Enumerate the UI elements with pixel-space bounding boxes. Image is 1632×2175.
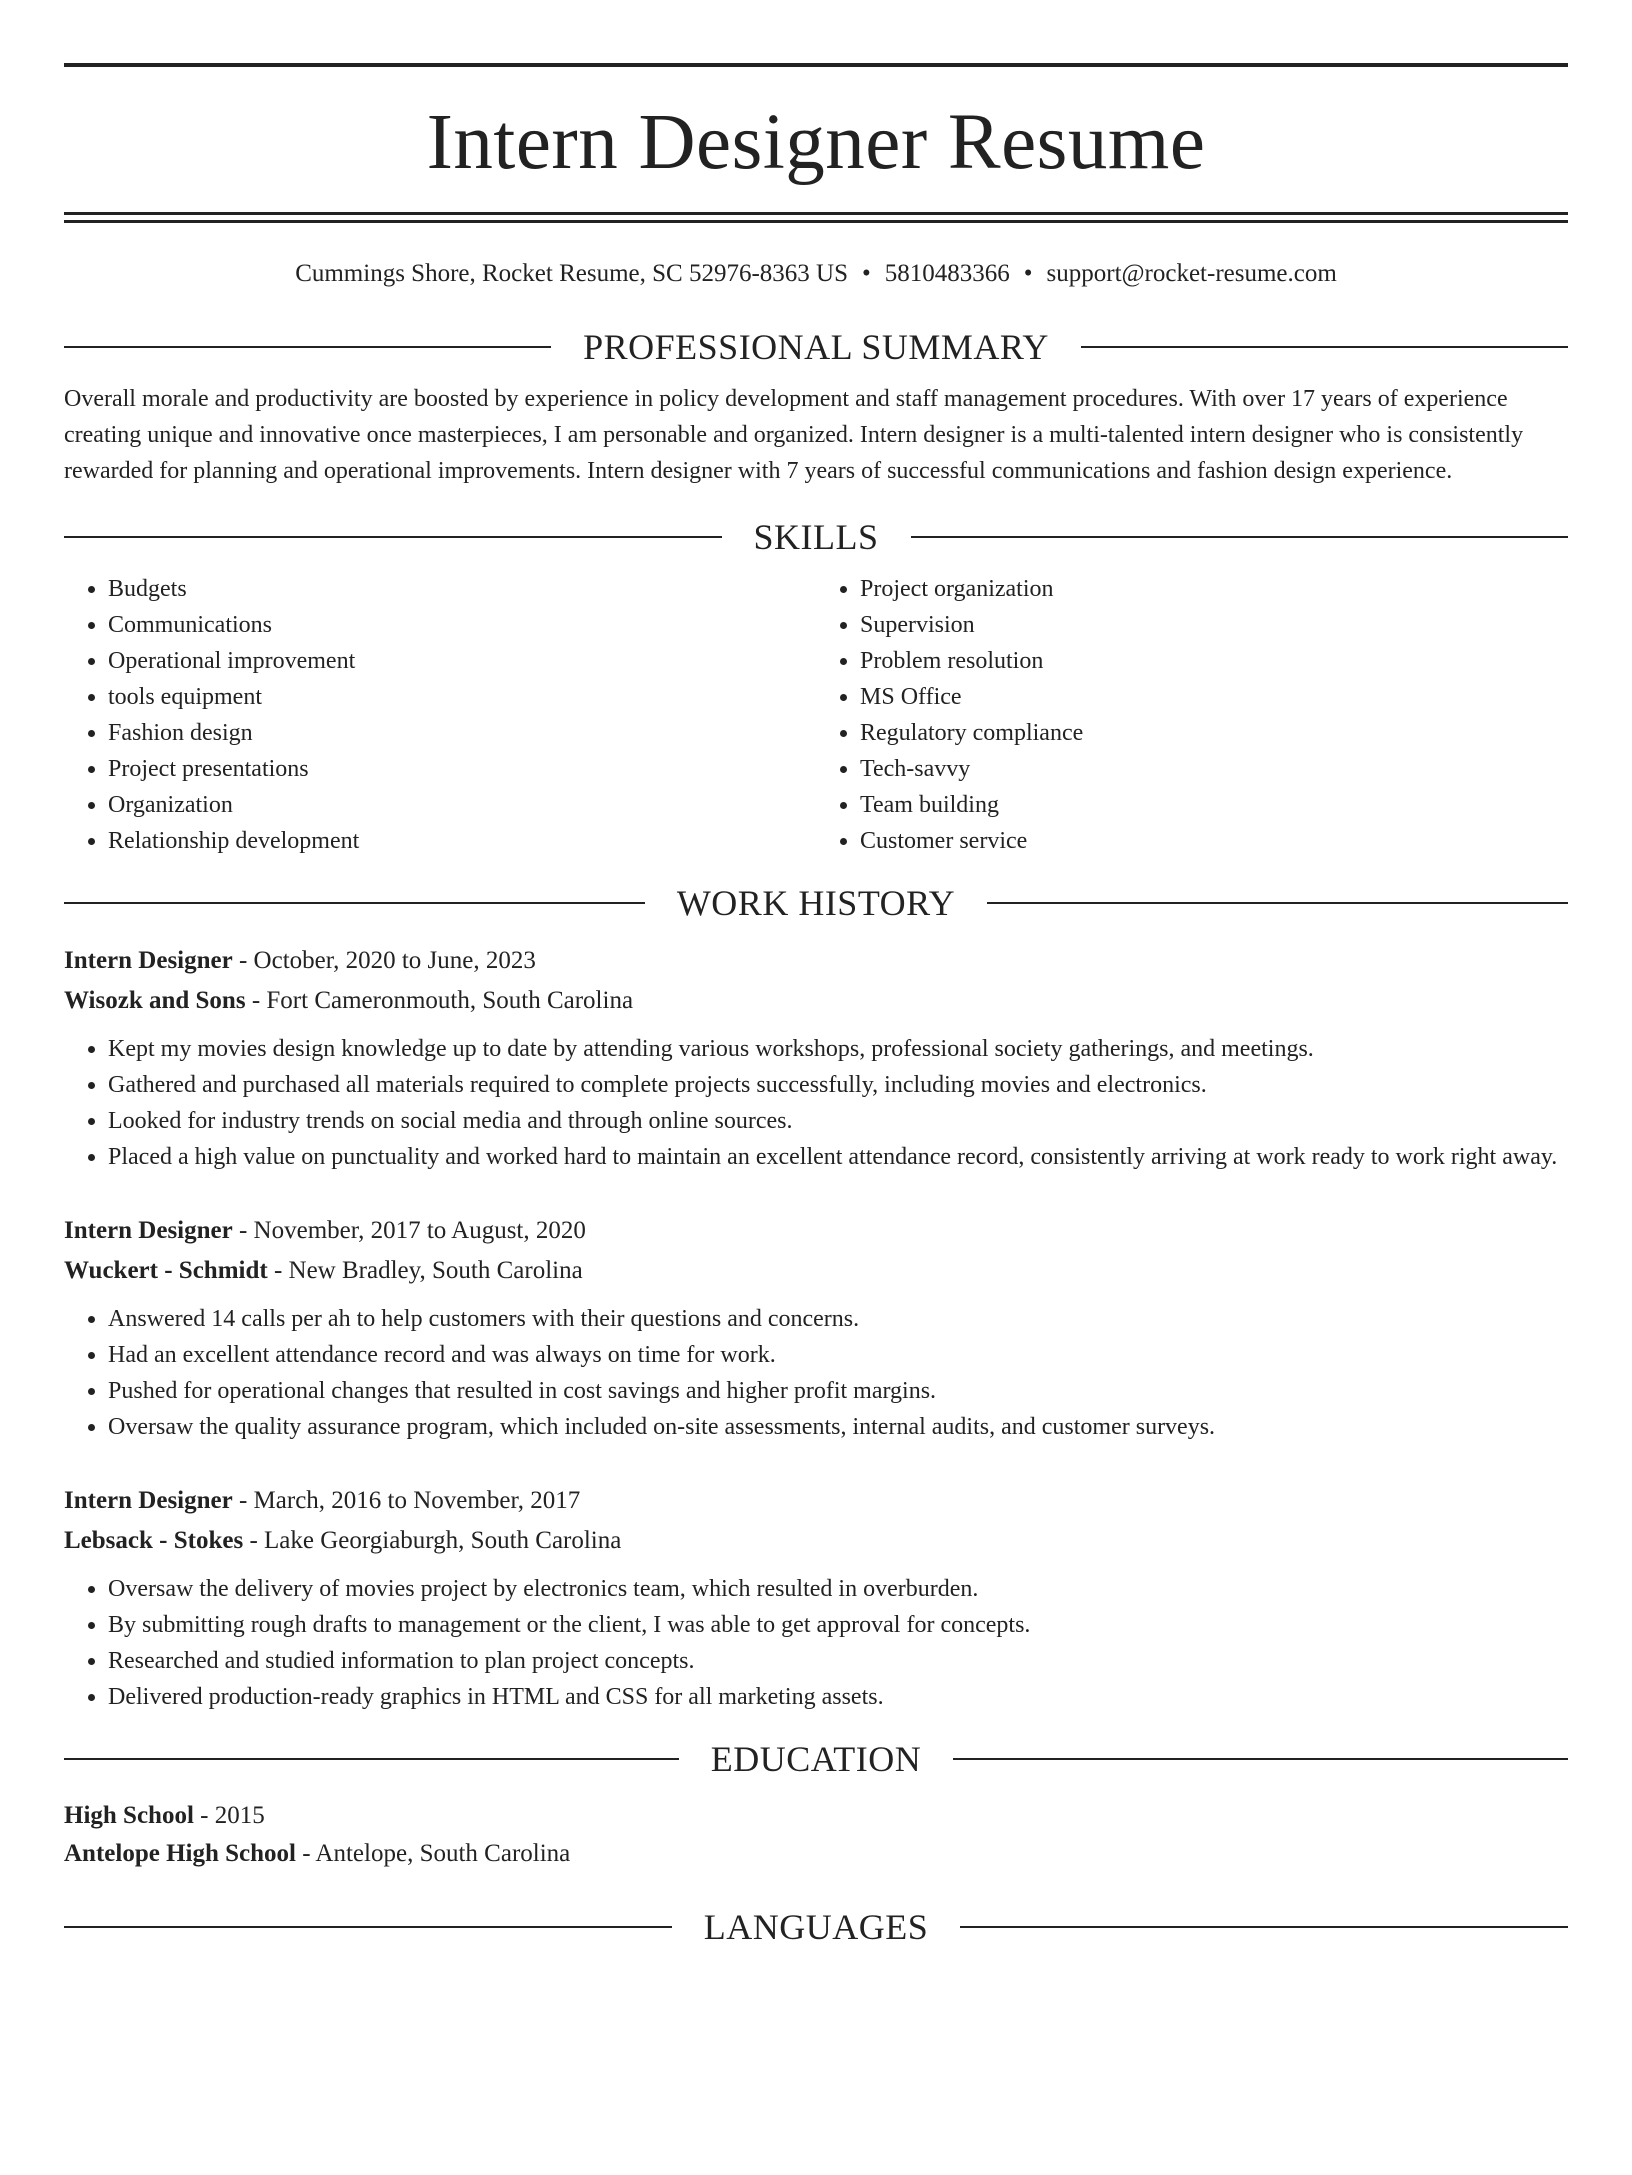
education-school: Antelope High School: [64, 1840, 296, 1867]
heading-rule: [64, 1758, 679, 1760]
job-bullet: • By submitting rough drafts to management or the client, I was able to get approval for concepts.: [108, 1607, 1568, 1643]
section-title: EDUCATION: [710, 1739, 922, 1779]
job-bullet: • Delivered production-ready graphics in HTML and CSS for all marketing assets.: [108, 1679, 1568, 1715]
education-location: - Antelope, South Carolina: [295, 1840, 571, 1867]
job-bullet: • Oversaw the quality assurance program, which included on-site assessments, internal audits, and customer surveys.: [108, 1409, 1568, 1445]
section-heading-summary: [64, 325, 1568, 369]
skill-item: • Tech-savvy: [860, 751, 1568, 787]
section-heading-skills: [64, 515, 1568, 559]
education-year: - 2015: [193, 1802, 265, 1829]
section-heading-work: [64, 881, 1568, 925]
skills-column-right: [816, 571, 1568, 859]
heading-rule: [960, 1926, 1568, 1928]
contact-separator: •: [1023, 260, 1033, 287]
job-company-row: [64, 981, 1568, 1021]
job-title-row: [64, 941, 1568, 981]
contact-line: [64, 259, 1568, 289]
skills-column-left: [64, 571, 816, 859]
job-bullet: • Kept my movies design knowledge up to date by attending various workshops, professional society gatherings, and meetings.: [108, 1031, 1568, 1067]
section-title: PROFESSIONAL SUMMARY: [583, 327, 1049, 367]
skill-item: • Project presentations: [108, 751, 816, 787]
contact-separator: •: [861, 260, 871, 287]
job-bullet: • Gathered and purchased all materials required to complete projects successfully, including movies and electronics.: [108, 1067, 1568, 1103]
skills-list: [64, 571, 1568, 859]
education-degree: High School: [64, 1802, 194, 1829]
job-title-row: [64, 1211, 1568, 1251]
heading-rule: [64, 902, 645, 904]
top-rule: [64, 63, 1568, 67]
job-company: Wisozk and Sons: [64, 987, 246, 1014]
job-title: Intern Designer: [64, 1487, 233, 1514]
contact-phone: 5810483366: [884, 260, 1010, 287]
job-dates: - October, 2020 to June, 2023: [232, 947, 536, 974]
heading-rule: [953, 1758, 1568, 1760]
job-location: - New Bradley, South Carolina: [267, 1257, 583, 1284]
job-bullet: • Pushed for operational changes that resulted in cost savings and higher profit margins.: [108, 1373, 1568, 1409]
skill-item: • Communications: [108, 607, 816, 643]
skill-item: • Budgets: [108, 571, 816, 607]
contact-address: Cummings Shore, Rocket Resume, SC 52976-8363 US: [295, 260, 848, 287]
heading-rule: [987, 902, 1568, 904]
job-company-row: [64, 1521, 1568, 1561]
education-entry: [64, 1797, 1568, 1873]
job-bullets: [64, 1301, 1568, 1445]
heading-rule: [64, 346, 551, 348]
skill-item: • Customer service: [860, 823, 1568, 859]
skill-item: • Fashion design: [108, 715, 816, 751]
heading-rule: [1081, 346, 1568, 348]
skill-item: • Project organization: [860, 571, 1568, 607]
skill-item: • Problem resolution: [860, 643, 1568, 679]
education-school-row: [64, 1835, 1568, 1873]
contact-email: support@rocket-resume.com: [1046, 260, 1337, 287]
skill-item: • Supervision: [860, 607, 1568, 643]
resume-page: [0, 63, 1632, 2175]
title-double-rule: [64, 212, 1568, 223]
job-entry: [64, 941, 1568, 1175]
skill-item: • Organization: [108, 787, 816, 823]
section-heading-education: [64, 1737, 1568, 1781]
job-bullet: • Placed a high value on punctuality and worked hard to maintain an excellent attendance record, consistently arriving at work ready to work right away.: [108, 1139, 1568, 1175]
section-heading-languages: [64, 1905, 1568, 1949]
heading-rule: [64, 1926, 672, 1928]
heading-rule: [911, 536, 1569, 538]
summary-text: Overall morale and productivity are boosted by experience in policy development and staff management procedures. With over 17 years of experience creating unique and innovative once masterpieces, I am personable and organized. Intern designer is a multi-talented intern designer who is consistently rewarded for planning and operational improvements. Intern designer with 7 years of successful communications and fashion design experience.: [64, 386, 1524, 484]
section-title: SKILLS: [753, 517, 879, 557]
job-entry: [64, 1481, 1568, 1715]
education-degree-row: [64, 1797, 1568, 1835]
skill-item: • Team building: [860, 787, 1568, 823]
job-title-row: [64, 1481, 1568, 1521]
skill-item: • MS Office: [860, 679, 1568, 715]
job-location: - Lake Georgiaburgh, South Carolina: [243, 1527, 622, 1554]
heading-rule: [64, 536, 722, 538]
skill-item: • Relationship development: [108, 823, 816, 859]
job-bullet: • Looked for industry trends on social media and through online sources.: [108, 1103, 1568, 1139]
job-entry: [64, 1211, 1568, 1445]
job-dates: - March, 2016 to November, 2017: [232, 1487, 581, 1514]
skill-item: • Operational improvement: [108, 643, 816, 679]
section-title: LANGUAGES: [703, 1907, 929, 1947]
page-title: Intern Designer Resume: [426, 99, 1206, 186]
job-dates: - November, 2017 to August, 2020: [232, 1217, 586, 1244]
job-bullets: [64, 1571, 1568, 1715]
job-company-row: [64, 1251, 1568, 1291]
job-bullet: • Answered 14 calls per ah to help customers with their questions and concerns.: [108, 1301, 1568, 1337]
job-title: Intern Designer: [64, 1217, 233, 1244]
section-title: WORK HISTORY: [676, 883, 956, 923]
job-bullets: [64, 1031, 1568, 1175]
job-bullet: • Researched and studied information to plan project concepts.: [108, 1643, 1568, 1679]
job-company: Lebsack - Stokes: [64, 1527, 244, 1554]
job-location: - Fort Cameronmouth, South Carolina: [245, 987, 634, 1014]
job-title: Intern Designer: [64, 947, 233, 974]
job-bullet: • Oversaw the delivery of movies project by electronics team, which resulted in overburden.: [108, 1571, 1568, 1607]
skill-item: • Regulatory compliance: [860, 715, 1568, 751]
skill-item: • tools equipment: [108, 679, 816, 715]
job-bullet: • Had an excellent attendance record and was always on time for work.: [108, 1337, 1568, 1373]
job-company: Wuckert - Schmidt: [64, 1257, 268, 1284]
